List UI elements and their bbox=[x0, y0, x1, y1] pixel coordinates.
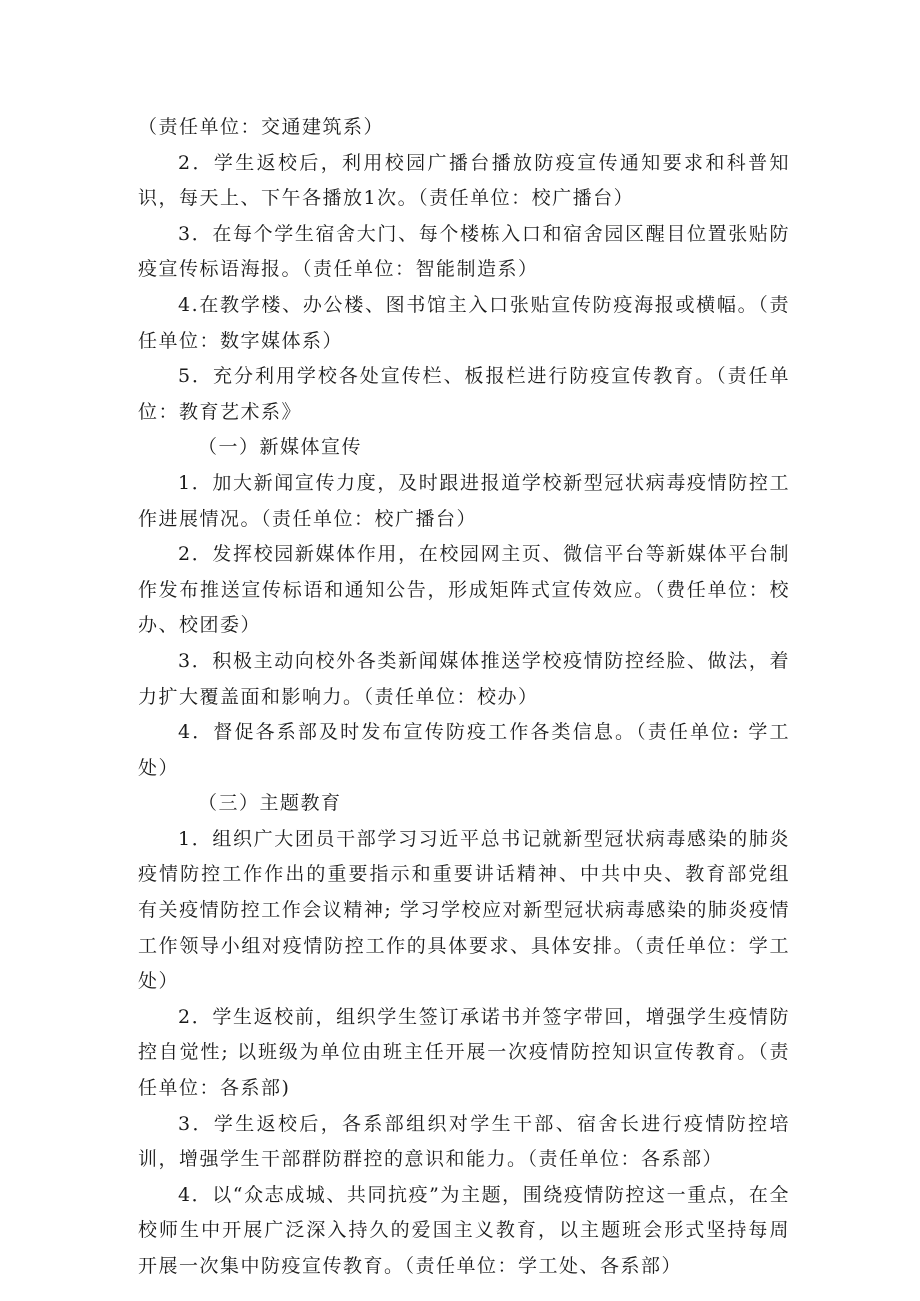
paragraph-new-media-1: 1．加大新闻宣传力度，及时跟进报道学校新型冠状病毒疫情防控工作进展情况。（责任单位：校广播台） bbox=[138, 471, 790, 530]
paragraph-theme-education-3: 3．学生返校后，各系部组织对学生干部、宿舍长进行疫情防控培训，增强学生干部群防群控的意识和能力。（责任单位：各系部） bbox=[138, 1112, 790, 1171]
paragraph-item-2-broadcast: 2．学生返校后，利用校园广播台播放防疫宣传通知要求和科普知识，每天上、下午各播放1次。（责任单位：校广播台） bbox=[138, 151, 790, 210]
paragraph-new-media-2: 2．发挥校园新媒体作用，在校园网主页、微信平台等新媒体平台制作发布推送宣传标语和通知公告，形成矩阵式宣传效应。（费任单位：校办、校团委） bbox=[138, 543, 790, 637]
paragraph-responsible-unit: （责任单位：交通建筑系） bbox=[138, 116, 385, 138]
paragraph-new-media-4: 4．督促各系部及时发布宣传防疫工作各类信息。（责任单位: 学工处） bbox=[138, 721, 790, 779]
paragraph-theme-education-1: 1．组织广大团员干部学习习近平总书记就新型冠状病毒感染的肺炎疫情防控工作作出的重要指示和重要讲话精神、中共中央、教育部党组有关疫情防控工作会议精神; 学习学校应对新型冠状病毒感染的肺炎疫情工作领导小组对疫情防控工作的具体要求、具体安排。（责任单位：学工处） bbox=[138, 827, 790, 993]
paragraph-item-3-posters: 3．在每个学生宿舍大门、每个楼栋入口和宿舍园区醒目位置张贴防疫宣传标语海报。（责任单位：智能制造系） bbox=[138, 222, 790, 281]
paragraph-theme-education-2: 2．学生返校前，组织学生签订承诺书并签字带回，增强学生疫情防控自觉性; 以班级为单位由班主任开展一次疫情防控知识宣传教育。（责任单位：各系部) bbox=[138, 1005, 790, 1100]
section-heading-new-media: （一）新媒体宣传 bbox=[198, 436, 363, 459]
section-heading-theme-education: （三）主题教育 bbox=[198, 792, 342, 815]
document-body bbox=[138, 110, 790, 1285]
paragraph-new-media-3: 3．积极主动向校外各类新闻媒体推送学校疫情防控经脸、做法，着力扩大覆盖面和影响力。（责任单位：校办） bbox=[138, 649, 790, 708]
paragraph-item-5-bulletin: 5．充分利用学校各处宣传栏、板报栏进行防疫宣传教育。（责任单位：教育艺术系》 bbox=[138, 365, 790, 423]
paragraph-theme-education-4: 4．以“众志成城、共同抗疫”为主题，围绕疫情防控这一重点，在全校师生中开展广泛深入持久的爱国主义教育，以主题班会形式坚持每周开展一次集中防疫宣传教育。（责任单位：学工处、各系部） bbox=[138, 1183, 790, 1277]
paragraph-item-4-banners: 4.在教学楼、办公楼、图书馆主入口张贴宣传防疫海报或横幅。（责任单位：数字媒体系） bbox=[138, 293, 790, 352]
